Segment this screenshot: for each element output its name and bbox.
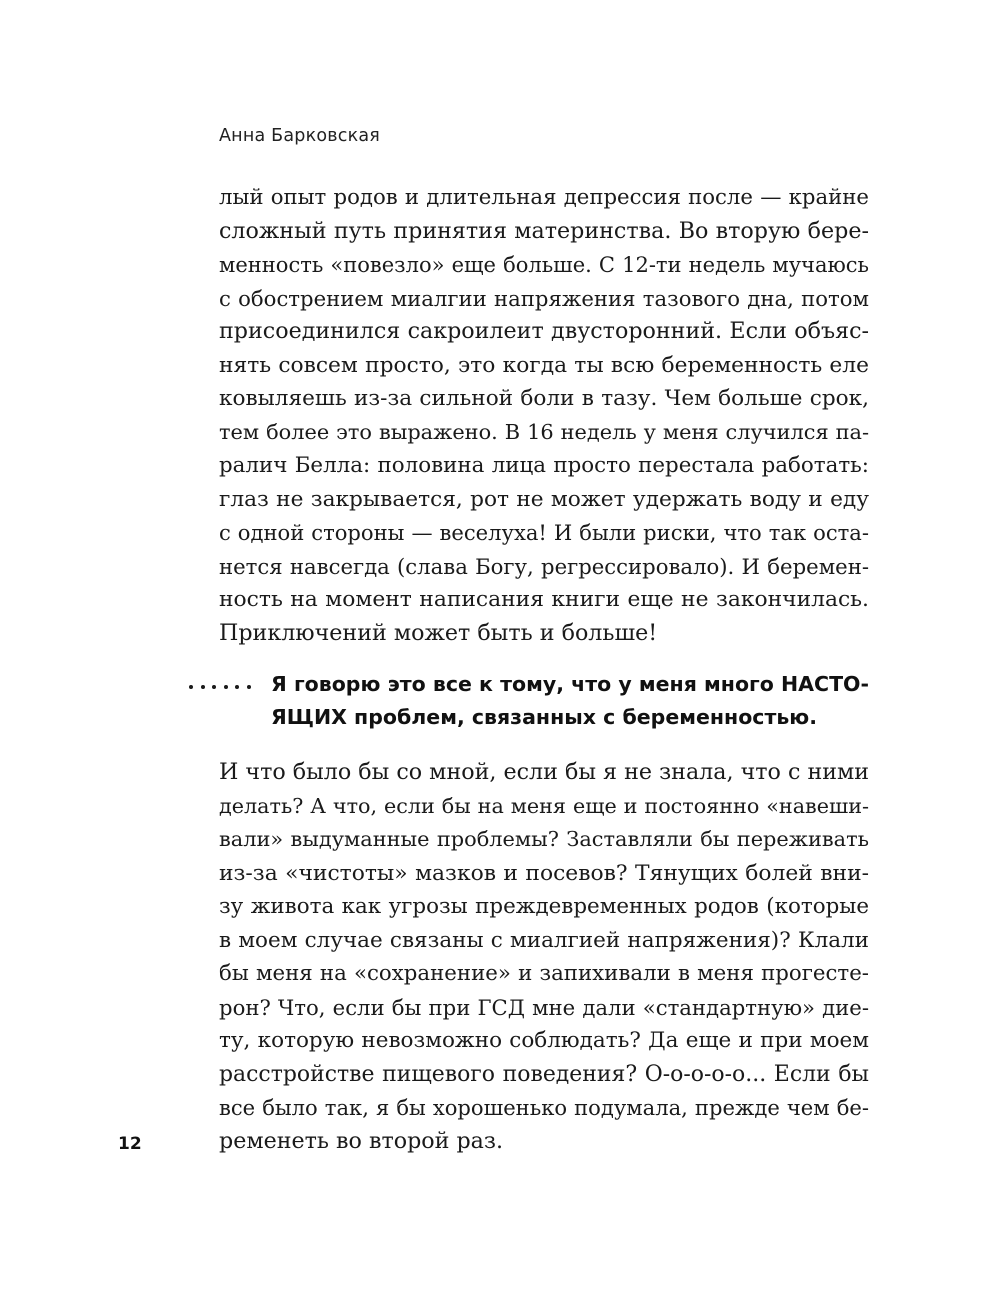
paragraph-line: ковыляешь из-за сильной боли в тазу. Чем больше срок, (219, 386, 869, 411)
paragraph-line: лый опыт родов и длительная депрессия после — крайне (219, 185, 869, 210)
dotted-leader-icon (189, 685, 251, 689)
callout-line: Я говорю это все к тому, что у меня много НАСТО- (271, 672, 869, 696)
paragraph-line: присоединился сакроилеит двусторонний. Если объяс- (219, 318, 869, 344)
paragraph-line: нется навсегда (слава Богу, регрессировало). И беремен- (219, 553, 869, 579)
running-head-author: Анна Барковская (219, 126, 381, 146)
page-number: 12 (118, 1134, 142, 1154)
paragraph-line: из-за «чистоты» мазков и посевов? Тянущих болей вни- (219, 860, 869, 886)
paragraph-line: тем более это выражено. В 16 недель у меня случился па- (219, 419, 869, 444)
paragraph-line: сложный путь принятия материнства. Во вторую бере- (219, 217, 869, 244)
paragraph-line: с обострением миалгии напряжения тазового дна, потом (219, 285, 869, 311)
paragraph-line: делать? А что, если бы на меня еще и постоянно «навеши- (219, 793, 869, 818)
paragraph-line: глаз не закрывается, рот не может удержать воду и еду (219, 486, 869, 512)
paragraph-line: Приключений может быть и больше! (219, 619, 658, 646)
paragraph-line: ту, которую невозможно соблюдать? Да еще и при моем (219, 1028, 869, 1053)
paragraph-line: менность «повезло» еще больше. С 12-ти недель мучаюсь (219, 252, 869, 277)
callout-text (271, 668, 869, 734)
paragraph-1 (219, 181, 869, 650)
paragraph-line: ременеть во второй раз. (219, 1127, 504, 1154)
paragraph-line: нять совсем просто, это когда ты всю беременность еле (219, 352, 869, 378)
paragraph-line: ность на момент написания книги еще не закончилась. (219, 587, 869, 612)
paragraph-line: вали» выдуманные проблемы? Заставляли бы переживать (219, 827, 869, 851)
paragraph-line: все было так, я бы хорошенько подумала, прежде чем бе- (219, 1095, 869, 1120)
paragraph-line: зу живота как угрозы преждевременных родов (которые (219, 894, 869, 919)
paragraph-line: рон? Что, если бы при ГСД мне дали «стандартную» дие- (219, 994, 869, 1020)
paragraph-line: в моем случае связаны с миалгией напряжения)? Клали (219, 927, 869, 953)
paragraph-line: расстройстве пищевого поведения? О-о-о-о-о... Если бы (219, 1061, 869, 1087)
paragraph-line: с одной стороны — веселуха! И были риски, что так оста- (219, 520, 869, 545)
callout-line: ЯЩИХ проблем, связанных с беременностью. (271, 705, 818, 729)
paragraph-line: ралич Белла: половина лица просто перестала работать: (219, 453, 869, 478)
paragraph-line: И что было бы со мной, если бы я не знала, что с ними (219, 759, 870, 785)
paragraph-line: бы меня на «сохранение» и запихивали в меня прогесте- (219, 961, 869, 986)
paragraph-2 (219, 756, 869, 1158)
